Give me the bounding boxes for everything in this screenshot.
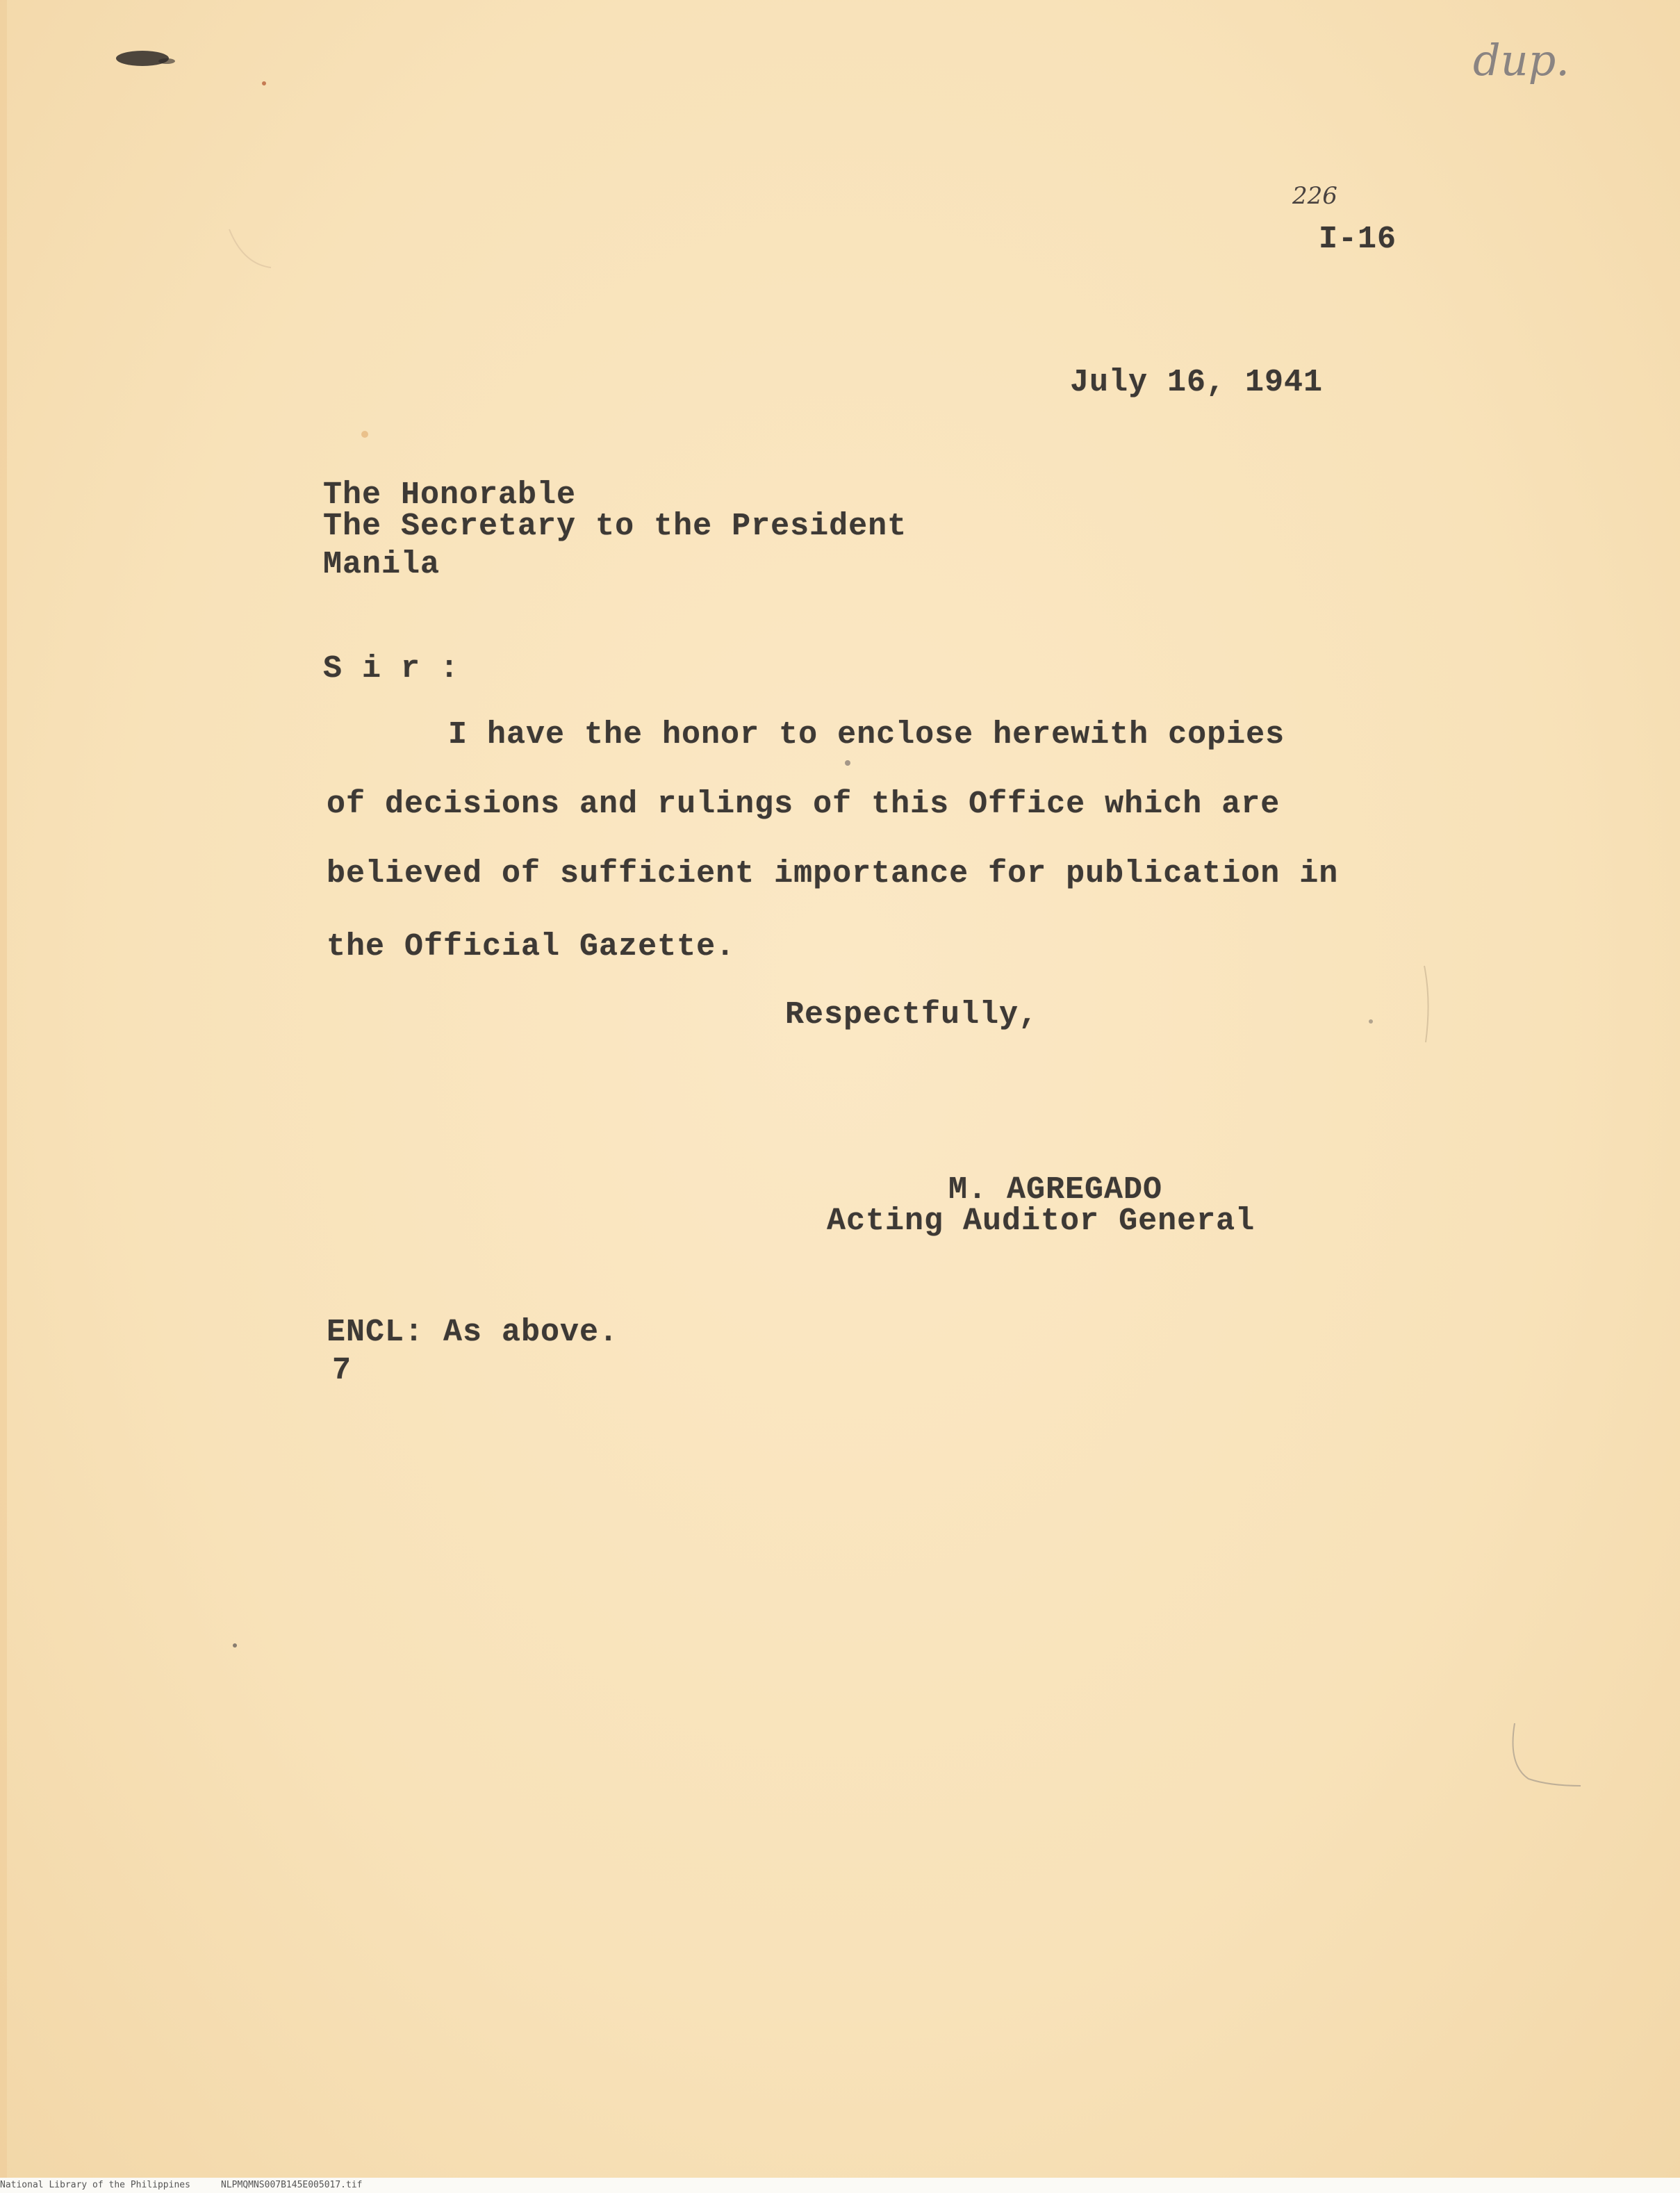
enclosure-note: ENCL: As above. xyxy=(327,1315,619,1350)
body-line: I have the honor to enclose herewith copies xyxy=(448,717,1285,753)
stain-dot xyxy=(1369,1019,1373,1024)
signatory-name: M. AGREGADO xyxy=(948,1172,1163,1208)
archive-footer xyxy=(0,2178,1680,2193)
paper-edge-mark xyxy=(229,229,271,268)
letter-date: July 16, 1941 xyxy=(1070,365,1324,400)
footer-filename: NLPMQMNS007B145E005017.tif xyxy=(221,2180,363,2190)
footer-institution: National Library of the Philippines xyxy=(0,2180,190,2190)
closing: Respectfully, xyxy=(785,997,1039,1033)
addressee-line-3: Manila xyxy=(323,547,440,582)
enclosure-count: 7 xyxy=(332,1353,352,1388)
handwritten-number-note: 226 xyxy=(1292,182,1337,210)
salutation: S i r : xyxy=(323,651,460,687)
body-line: believed of sufficient importance for publication in xyxy=(327,856,1339,892)
body-line: the Official Gazette. xyxy=(327,929,736,964)
addressee-line-1: The Honorable xyxy=(323,477,577,513)
left-edge-shade xyxy=(0,0,7,2193)
stain-dot xyxy=(262,81,266,85)
handwritten-dup-note: dup. xyxy=(1473,35,1570,85)
reference-number: I-16 xyxy=(1319,222,1397,257)
stain-dot xyxy=(233,1643,237,1648)
paper-crease xyxy=(1424,966,1428,1042)
signatory-title: Acting Auditor General xyxy=(827,1204,1255,1239)
addressee-line-2: The Secretary to the President xyxy=(323,509,907,544)
stain-dot xyxy=(361,431,368,438)
paper-crease xyxy=(1513,1723,1581,1786)
body-line: of decisions and rulings of this Office which are xyxy=(327,787,1280,822)
ink-blot xyxy=(116,51,169,66)
stain-dot xyxy=(845,760,850,766)
ink-blot-tail xyxy=(158,58,175,64)
